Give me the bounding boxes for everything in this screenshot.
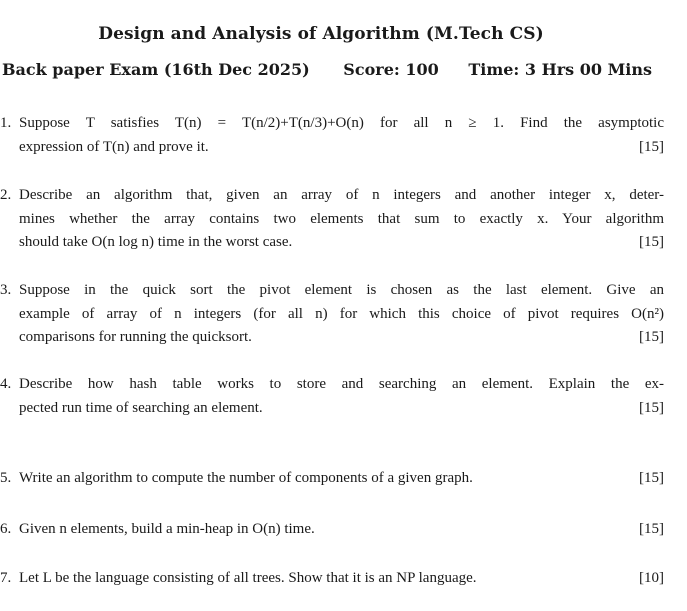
question-number: 2. [0, 187, 12, 203]
question-number: 6. [0, 521, 12, 537]
question-line: pected run time of searching an element. [19, 399, 263, 416]
question-line: should take O(n log n) time in the worst case. [19, 234, 293, 250]
question-3 [0, 279, 664, 350]
question-7 [0, 567, 664, 591]
question-1 [0, 112, 664, 159]
question-number: 3. [0, 282, 12, 298]
question-number: 1. [0, 115, 12, 131]
question-line: comparisons for running the quicksort. [19, 329, 252, 345]
question-number: 7. [0, 570, 12, 586]
page-title: Design and Analysis of Algorithm (M.Tech CS) [98, 24, 544, 44]
question-number: 4. [0, 376, 12, 392]
question-marks: [15] [639, 329, 664, 345]
question-line: Let L be the language consisting of all trees. Show that it is an NP language. [19, 570, 477, 586]
question-line: Suppose T satisfies T(n) = T(n/2)+T(n/3)+O(n) for all n ≥ 1. Find the asymptotic [19, 115, 664, 131]
question-line: mines whether the array contains two elements that sum to exactly x. Your algorithm [19, 210, 664, 227]
question-2 [0, 184, 664, 255]
question-marks: [15] [639, 138, 664, 155]
question-line: Suppose in the quick sort the pivot element is chosen as the last element. Give an [19, 282, 664, 298]
question-marks: [15] [639, 234, 664, 250]
question-marks: [15] [639, 470, 664, 486]
question-number: 5. [0, 470, 12, 486]
question-4 [0, 373, 664, 420]
question-line: expression of T(n) and prove it. [19, 138, 209, 155]
question-line: Describe an algorithm that, given an array of n integers and another integer x, deter- [19, 187, 664, 203]
question-5 [0, 467, 664, 491]
question-marks: [15] [639, 521, 664, 537]
exam-name: Back paper Exam (16th Dec 2025) [2, 60, 310, 79]
question-6 [0, 518, 664, 542]
question-line: Given n elements, build a min-heap in O(n) time. [19, 521, 315, 537]
question-line: Describe how hash table works to store and searching an element. Explain the ex- [19, 376, 664, 392]
question-line: example of array of n integers (for all n) for which this choice of pivot requires O(n²) [19, 305, 664, 322]
question-line: Write an algorithm to compute the number of components of a given graph. [19, 470, 473, 486]
exam-score: Score: 100 [343, 60, 439, 79]
question-marks: [10] [639, 570, 664, 586]
exam-meta-row [2, 60, 662, 79]
question-marks: [15] [639, 399, 664, 416]
exam-time: Time: 3 Hrs 00 Mins [468, 60, 652, 79]
